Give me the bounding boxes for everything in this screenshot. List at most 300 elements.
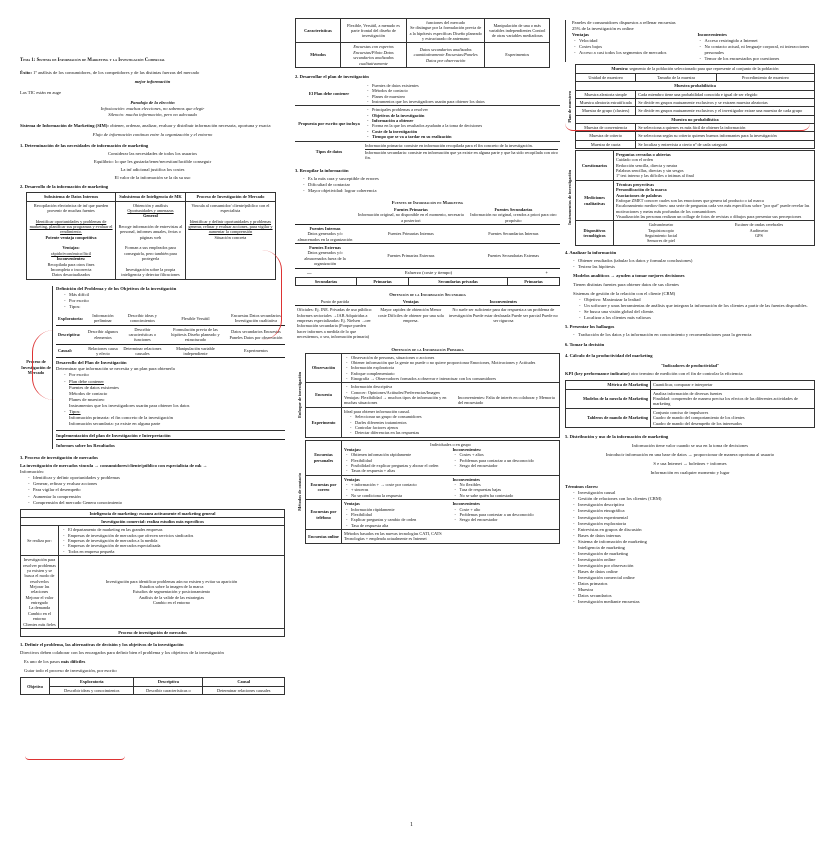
page-title: Tema 1: Sistema de Información de Marketing y la Investigación Comercial xyxy=(20,58,166,63)
c3-pan1: Paneles de consumidores dispuestos a rellenar encuestas xyxy=(572,20,676,25)
inv1e: Cambio en el entorno xyxy=(28,610,51,622)
enfoque-table xyxy=(305,353,560,438)
c2-s2-heading: 2. Desarrollar el plan de investigación xyxy=(295,73,369,79)
term-item: - Investigación etnográfica xyxy=(573,508,815,514)
t2-c1d: Ventajas: xyxy=(62,245,80,251)
tic-line: Las TIC están en auge xyxy=(20,89,61,95)
ep-0: Individuales o en grupo xyxy=(430,441,471,447)
prop-1: - Principales problemas a resolver xyxy=(367,107,558,112)
objetivo-table xyxy=(20,677,285,695)
esf-label: Esfuerzo (coste y tiempo) xyxy=(404,269,453,275)
c2-plan-1: - Fuentes de datos existentes xyxy=(367,83,558,88)
plan-10: Información secundaria: ya existe en alguna parte xyxy=(69,420,161,426)
ec-i1: - No flexibles xyxy=(455,482,558,487)
s3-l2: - Generar, refinar y evaluar acciones xyxy=(28,481,285,487)
mnp: Muestra no probabilística xyxy=(576,115,815,123)
plan-2: - Por escrito xyxy=(64,372,285,378)
cau-v1: Relaciones causa y efecto xyxy=(88,345,118,356)
prop-label: Propuesta por escrito que incluya xyxy=(295,106,363,141)
kpi-table xyxy=(565,380,815,428)
s1-c: La inf adicional justifica los costes xyxy=(120,167,185,173)
esf-plus: + xyxy=(545,269,548,275)
t2-c1g: Recopilada para otros fines xyxy=(47,261,95,267)
mcu-d: Se localiza y entrevista a cierto nº de cada categoría xyxy=(636,140,815,148)
tm-d1: Conjunto conciso de impulsores xyxy=(653,409,709,415)
esf-sec: Secundarias xyxy=(296,277,357,285)
s3-l5: - Comprensión del mercado Genera conocimiento xyxy=(28,500,285,506)
inv2d: Análisis de la valide de las estrategias xyxy=(138,594,205,600)
obj-h1: Exploratoria xyxy=(50,678,134,686)
dist-1: Información tiene valor cuando se usa en la toma de decisiones xyxy=(631,442,749,448)
th-proceso: Proceso de Investigación de Mercado xyxy=(185,193,275,201)
quien-4: - Empresas de investigación de mercados especializada xyxy=(63,543,282,548)
proceso-label: Proceso de Investigación de Mercado xyxy=(21,358,51,376)
disp-2: Taquistoscopio xyxy=(648,227,674,233)
mp: Muestra probabilística xyxy=(576,82,815,90)
t2-c2f: Investigación sobre la propia inteligencia y detectar filtraciones xyxy=(121,266,180,278)
eo-2: Tecnologías + empleada actualmente es Internet xyxy=(344,536,427,542)
mm-l: Modelos de la mezcla de Marketing xyxy=(566,389,651,408)
prop-3: - Información a obtener xyxy=(367,118,558,123)
fuentes-table xyxy=(295,206,560,269)
cau-v2: Determinar relaciones causales xyxy=(123,345,162,356)
t2-c3c: Situación concreta xyxy=(214,234,247,240)
obj-h3: Causal xyxy=(203,678,285,686)
enc-4: Inconvenientes: Falta de interés en colaborar y Memoria del encuestado xyxy=(457,395,555,406)
th-datos: Subsistema de Datos Internos xyxy=(27,193,116,201)
t2-c1a: Recopilación electrónica de inf que pueden provenir de muchas fuentes xyxy=(33,202,109,213)
pm-d: Cuantificar, comparar e interpretar xyxy=(651,381,815,389)
c2-s3b: - Dificultad de contactar xyxy=(303,182,560,188)
eo-label: Encuestas online xyxy=(306,530,342,544)
fuentes-title: Fuentes de Información en Marketing xyxy=(391,199,464,205)
investigacion-table xyxy=(20,509,285,638)
plan-3: - Plan debe contener xyxy=(64,379,285,385)
des-v3: Formulación previa de las hipótesis Diseño planeado y estructurado xyxy=(171,326,220,343)
ep-i2: - Problemas para contactar a un desconocido xyxy=(455,458,558,463)
cau-v3: Manipulación variable independiente xyxy=(176,345,215,356)
exp-3: - Darles diferentes tratamientos xyxy=(350,420,557,425)
disp-4: Sensores de piel xyxy=(647,238,675,244)
plan-label: El Plan debe contener xyxy=(295,82,363,106)
pm-b3: - Tipos: xyxy=(64,304,285,310)
crm-1: - Objetivo: Maximizar la lealtad xyxy=(579,297,815,303)
car-2b: Se distingue por la formulación previa de a la hipótesis específicas Diseño planeado y estructurado de antemano xyxy=(409,25,482,42)
term-item: - Datos secundarios xyxy=(573,593,815,599)
column-3: Paneles de consumidores dispuestos a rellenar encuestas 25% de la investigación es online Ventajas - Velocidad - Costes bajos - Acceso a casi todos los segmentos de mercados Inconvenientes - Acceso restringido a Internet - No contacto actual, ni lenguaje corporal, ni interacciones personales - Temor de los encuestados por cuestiones Plan de muestreo Muestra: segmento de la población seleccionado para que represente al conjunto de la población Unidad de muestreo Tamaño de la muestra Procedimiento de muestreo Muestra probabilística Muestra aleatoria simple Cada miembro tiene una probabilidad conocida e igual de ser elegido Muestra aleatoria estratificada Se divide en grupos mutuamente exclusivos y se extraen muestra aleatorias Muestra de grupo (clusters) Se divide en grupos mutuamente exclusivos y el investigador extrae una muestra de cada grupo Muestra no probabilística Muestra de conveniencia Se selecciona a quienes es más fácil de obtener la información Muestra de criterio Se selecciona según su criterio quienes buenos informantes para la investigación Muestra de cuota Se localiza y entrevista a cierto nº de cada categoría Instrumentos de investigación Cuestionarios Preguntas cerradas o abiertas Cuidado con el orden Redacción sencilla, directa y neutra Palabras sencillas, directas y sin sesgos 1º test interno y las difíciles o íntimas al final Mediciones cualitativas Técnicas proyectivas Personificación de la marca Asociaciones de palabras Enfoque ZMET conocer cuales son las emociones que genera tal producto o tal marca Escalonamiento medios-fines: una serie de preguntas cada vez más específicas sobre "por qué" puede revelar las motivaciones y metas más profundas de los consumidores Visualización las personas realizan un collage de fotos de revistas o dibujos para presentar sus percepciones Dispositivos tecnológicos Galvanómetro Taquistoscopio Seguimiento facial Sensores de piel Escáner de ondas cerebrales Audímetro GPS 4. Analizar la información - Obtener resultados (tabular los datos y formular conclusiones) - Testear las hipótesis Modelos analíticos → ayuden a tomar mejores decisiones Tienen distintas fuentes para obtener datos de sus clientes Sistemas de gestión de la relación con el cliente (CRM) - Objetivo: Maximizar la lealtad - Un software y unas herramientas de análisis que integran la información de los clientes a partir de las fuentes disponibles. - Se busca una visión global del cliente. - Localizar a los clientes más valiosos 5. Presentar los hallazgos - Traducción de los datos y la información en conocimiento y recomendaciones para la gerencia 6. Tomar la decisión 4. Cálculo de la productividad del marketing "Indicadores de productividad" KPI (key performance indicator) otro termino de medición con el fin de controlar la eficiencia Métrica de Marketing Cuantificar, comparar e interpretar Modelos de la mezcla de Marketing Analiza información de diversas fuentes Finalidad: comprender de manera precisa los efectos de las diferentes actividades de marketing Tableros de mando de Marketing Conjunto conciso de impulsores Cuadro de mando del comportamiento de los clientes Cuadro de mando del desempeño de los interesados 5. Distribución y uso de la información de marketing Información tiene valor cuando se usa en la toma de decisiones Introducir información en una base de datos → proporcionar de manera oportuna al usuario S e usa Internet → boletines + informes Información en cualquier momento y lugar Términos claves: - Investigación causal - Gestión de relaciones con los clientes (CRM) - Investigación descriptiva - Investigación etnográfica - Investigación experimental - Investigación exploratoria - Entrevistas en grupos de discusión - Bases de datos internas - Sistema de información de marketing - Inteligencia de marketing - Investigación de marketing - Investigación online - Investigación por observación - Bases de datos online - Investigación comercial online - Datos primarios - Muestra - Datos secundarios - Investigación mediante encuestas xyxy=(565,20,815,605)
esf-sp: Secundarias privadas xyxy=(409,277,508,285)
cuest-1: Preguntas cerradas o abiertas xyxy=(616,152,671,158)
s3-1c: Guiar todo el proceso de investigación, por escrito xyxy=(24,668,117,674)
mae-l: Muestra aleatoria estratificada xyxy=(576,98,636,106)
mcr-l: Muestra de criterio xyxy=(576,132,636,140)
tipos-2: Información secundaria: consiste en información que ya existe en alguna parte y que ha sido recopilada con otro fin. xyxy=(365,149,558,161)
mag-d: Se divide en grupos mutuamente exclusivos y el investigador extrae una muestra de cada grupo xyxy=(636,107,815,115)
inv1b: Mejorar las relaciones xyxy=(29,583,50,595)
c3-s5a: - Traducción de los datos y la información en conocimiento y recomendaciones para la gerencia xyxy=(573,332,815,338)
car-2a: funciones del mercado xyxy=(426,20,466,25)
car-1: Flexible, Versátil, a menudo es parte frontal del diseño de investigación xyxy=(341,19,407,43)
med-2: Personificación de la marca xyxy=(616,187,667,193)
mas-l: Muestra aleatoria simple xyxy=(576,90,636,98)
obs-1: - Observación de personas, situaciones o acciones xyxy=(346,355,557,360)
met-3: Experimentos xyxy=(485,43,550,67)
impl: Implementación del plan de Investigación e Interpretación xyxy=(56,430,285,440)
prop-4: - Forma en la que los resultados ayudarán a la toma de decisiones xyxy=(367,123,558,128)
inv2e: Cambio en el entorno xyxy=(152,600,191,606)
inv1f: Clientes más fieles xyxy=(23,621,56,627)
obt-pri-title: Obtención de la Información Primaria xyxy=(391,346,464,352)
exp-2: - Seleccionar un grupo de consumidores xyxy=(350,414,557,419)
enc-3: Ventajas: Flexibilidad → muchos tipos de información y en muchas situaciones xyxy=(344,395,447,406)
t2-c2b: Oportunidades y amenazas xyxy=(127,207,174,213)
ec-label: Encuestas por correo xyxy=(306,475,342,499)
c3-s6-heading: 6. Tomar la decisión xyxy=(565,341,605,347)
et-v: Ventajas xyxy=(344,501,360,507)
silencio: Silencio: mucha información, pero no adecuada xyxy=(108,112,197,118)
red-curve-1 xyxy=(262,250,282,340)
s1-d: El valor de la información se la da su uso xyxy=(114,175,191,181)
crm-4: - Localizar a los clientes más valiosos xyxy=(579,315,815,321)
os-c3: No suele ser suficiente para dar respuesta a un problema de investigación Puede estar desfasada Puede ser parcial Puede no ser rigurosa xyxy=(448,307,558,324)
med-3: Asociaciones de palabras xyxy=(616,192,662,198)
muestreo-table xyxy=(575,64,815,149)
ep-v2: - Flexibilidad xyxy=(346,458,449,463)
fi: Fuentes Internas xyxy=(309,226,341,231)
quien-3: - Empresas de investigación de mercados a la medida xyxy=(63,538,282,543)
red-underline-2 xyxy=(565,123,810,131)
c3-dist-heading: 5. Distribución y uso de la información de marketing xyxy=(565,433,669,439)
des-label: Descriptiva: xyxy=(58,331,81,337)
mas-d: Cada miembro tiene una probabilidad conocida e igual de ser elegido xyxy=(636,90,815,98)
fp: Fuentes Primarias xyxy=(393,206,428,212)
os-h1: Punto de partida xyxy=(320,299,350,304)
muestra-text: segmento de la población seleccionado para que represente al conjunto de la población xyxy=(629,66,779,72)
et-i1: - Coste + alto xyxy=(455,507,558,512)
th-inteligencia: Subsistema de Inteligencia de MK xyxy=(116,193,186,201)
obj-v2: Describir características o xyxy=(134,686,203,694)
im-h1: Inteligencia de marketing: escanea activamente el marketing general xyxy=(21,509,285,517)
muestreo-block xyxy=(565,64,815,149)
s3-l1: - Identificar y definir oportunidades y problemas xyxy=(28,475,285,481)
disp-6: Audímetro xyxy=(749,227,769,233)
inv2b: Estudios sobre la imagen de la marca xyxy=(139,583,204,589)
esfuerzo-row xyxy=(295,269,560,277)
mm-d2: Finalidad: comprender de manera precisa los efectos de las diferentes actividades de marketing xyxy=(653,396,798,407)
inv2c: Estudios de segmentación y posicionamiento xyxy=(132,589,211,595)
et-i3: - Sesgo del encuestador xyxy=(455,517,558,522)
exp-v2: Describir ideas y conocimientos xyxy=(127,312,157,324)
fs-d: Información no original, creados a priori para otro propósito xyxy=(470,212,557,223)
c3-s4-heading: 4. Analizar la información xyxy=(565,249,617,255)
term-item: - Datos primarios xyxy=(573,581,815,587)
c3-v1: - Velocidad xyxy=(574,38,690,44)
prop-5: - Coste de la investigación xyxy=(367,129,558,134)
instrumentos-table xyxy=(575,150,815,246)
c3-v3: - Acceso a casi todos los segmentos de mercados xyxy=(574,50,690,56)
inv2: Investigación para identificar problemas aún no existen y evitar su aparición xyxy=(105,578,238,584)
term-item: - Investigación experimental xyxy=(573,515,815,521)
med-l: Mediciones cualitativas xyxy=(576,180,614,221)
term-item: - Investigación por observación xyxy=(573,563,815,569)
car-label: Características xyxy=(296,19,341,43)
ep-v3: - Posibilidad de explicar preguntas y aborar el orden xyxy=(346,463,449,468)
pm: Procedimiento de muestreo xyxy=(716,73,814,81)
ec-v1: - + información + → coste por contacto xyxy=(346,482,449,487)
mc-d: Se selecciona a quienes es más fácil de obtener la información xyxy=(636,123,815,131)
obj-label: Objetivo xyxy=(21,678,50,695)
section-3-heading: 3. Proceso de investigación de mercados xyxy=(20,455,98,461)
ec-v2: - + sinceras xyxy=(346,487,449,492)
obt-sec-title: Obtención de la Información Secundaria xyxy=(389,291,466,297)
plan-8: - Tipos: xyxy=(64,409,285,415)
fip: Fuentes Primarias Internas xyxy=(387,231,434,237)
pm-b2: - Por escrito xyxy=(64,298,285,304)
term-item: - Muestra xyxy=(573,587,815,593)
os-c1: Oficiales: Ej. INE. Privadas de uso público: Informes sectoriales →IAB Adquiridas a empresas especializadas: Ej. Nielsen →oer Información secundaria (Porque pueden hacer informes a medida de lo que necesitemos, o sea, información primaria) xyxy=(297,307,373,340)
metodos-block xyxy=(295,440,560,544)
c3-s4d: Tienen distintas fuentes para obtener datos de sus clientes xyxy=(573,282,679,288)
c2-s3c: - Mayor objetividad: lograr coherencia xyxy=(303,188,560,194)
ec-v3: - No se condiciona la respuesta xyxy=(346,493,449,498)
ep-i3: - Sesgo del encuestador xyxy=(455,463,558,468)
cau-label: Causal: xyxy=(58,348,73,354)
cuest-4: Palabras sencillas, directas y sin sesgos xyxy=(616,168,684,174)
obs-2: - Obtener información que la gente no puede o no quiere proporcionar Emociones, Motivaciones y Actitudes xyxy=(346,360,557,365)
des-v4: Datos secundarios Encuestas Paneles Datos por observación xyxy=(229,329,283,340)
ec-i: Inconvenientes xyxy=(452,476,480,482)
tm-l: Tableros de mando de Marketing xyxy=(566,408,651,427)
tm-d2: Cuadro de mando del comportamiento de los clientes xyxy=(653,415,745,421)
obs-5: - Etnografía → Observadores formados a observar e interactuar con los consumidores xyxy=(346,376,557,381)
cau-v4: Experimentos xyxy=(244,348,268,354)
obs-label: Observación xyxy=(306,353,342,383)
tm: Tamaño de la muestra xyxy=(636,73,717,81)
exp-4: - Controlar factores ajenos xyxy=(350,425,557,430)
ec-v: Ventajas xyxy=(344,476,360,482)
exito-text: 1º análisis de los consumidores, de los competidores y de las distintas fuerzas del mercado xyxy=(33,70,200,76)
term-item: - Investigación de marketing xyxy=(573,551,815,557)
c3-s4a: - Obtener resultados (tabular los datos y formular conclusiones) xyxy=(573,258,815,264)
s1-b: Equilibrio: lo que les gustaría/tener/necesitan/factible conseguir xyxy=(93,158,212,164)
instrumentos-label: Instrumentos de investigación xyxy=(567,170,573,226)
term-item: - Investigación online xyxy=(573,557,815,563)
mc-l: Muestra de conveniencia xyxy=(576,123,636,131)
t2-c2a: Obtención y análisis xyxy=(132,202,169,208)
c3-i1: - Acceso restringido a Internet xyxy=(700,38,816,44)
enc-1: - Información descriptiva xyxy=(346,384,557,389)
enc-2: - Conocer: Opiniones/Actitudes/Preferencias/Imagen xyxy=(346,390,557,395)
c3-i3: - Temor de los encuestados por cuestiones xyxy=(700,56,816,62)
plan-1: Determinar que información se necesita y un plan para obtenerla xyxy=(56,366,175,372)
term-item: - Investigación mediante encuestas xyxy=(573,599,815,605)
disp-1: Galvanómetro xyxy=(648,222,674,228)
esf-pri: Primarias xyxy=(357,277,409,285)
tipos-1: Información primaria: consiste en información recopilada para el fin concreto de la investigación. xyxy=(365,142,533,148)
et-v4: - Tasa de respuesta alta xyxy=(346,523,449,528)
fep: Fuentes Primarias Externas xyxy=(387,253,435,259)
fp-d: Información original, no disponible en el momento, necesaria a posteriori xyxy=(357,212,464,223)
s3-b: Información: xyxy=(20,469,44,475)
c3-v2: - Costes bajos xyxy=(574,44,690,50)
term-item: - Investigación causal xyxy=(573,490,815,496)
ep-i: Inconvenientes: xyxy=(452,446,482,452)
tipos-table xyxy=(56,312,285,359)
metodos-label: Métodos de contacto xyxy=(297,472,303,511)
et-label: Encuestas por teléfono xyxy=(306,500,342,530)
pm-l: Métrica de Marketing xyxy=(566,381,651,389)
pm-def: Definición del Problema y de los Objetivos de la investigación xyxy=(56,285,177,291)
exp-v4: Encuestas Datos secundarios Investigación cualitativa xyxy=(231,312,281,324)
infoxicacion: Infoxicación: muchas elecciones, no sabemos que elegir xyxy=(100,106,205,112)
mae-d: Se divide en grupos mutuamente exclusivos y se extraen muestra aleatorias xyxy=(636,98,815,106)
c3-i2: - No contacto actual, ni lenguaje corporal, ni interacciones personales xyxy=(700,44,816,56)
esf-prim: Primarias xyxy=(507,277,559,285)
c2-s3-heading: 3. Recopilar la información xyxy=(295,167,349,173)
exp-1: Ideal para obtener información causal. xyxy=(344,408,410,414)
s3-l3: - Para vigilar el desempeño xyxy=(28,487,285,493)
disp-3: Seguimiento facial xyxy=(644,233,678,239)
obj-v3: Determinar relaciones causales xyxy=(203,686,285,694)
enc-label: Encuesta xyxy=(306,383,342,407)
quien-2: - Empresas de investigación de mercados que ofrecen servicios sindicados xyxy=(63,533,282,538)
c2-plan-4: - Instrumentos que los investigadores usarán para obtener los datos xyxy=(367,99,558,104)
term-item: - Sistema de información de marketing xyxy=(573,539,815,545)
tm-d3: Cuadro de mando del desempeño de los interesados xyxy=(653,420,742,426)
med-1: Técnicas proyectivas xyxy=(616,181,654,187)
cuest-3: Redacción sencilla, directa y neutra xyxy=(616,162,678,168)
cuest-5: 1º test interno y las difíciles o íntimas al final xyxy=(616,173,694,179)
column-2 xyxy=(295,18,560,544)
um: Unidad de muestreo xyxy=(576,73,636,81)
exp-label: Exploratoria: xyxy=(58,315,84,321)
plan-table xyxy=(295,82,560,162)
sim-flujo: Flujo de información continuo entre la organización y el entorno xyxy=(92,131,213,137)
quien-label: Se realiza por: xyxy=(21,526,59,556)
t2-c2d: Recoge información de entrevistas al personal, informes anuales, ferias o páginas web xyxy=(118,224,183,240)
fis: Fuentes Secundarias Internas xyxy=(488,231,539,237)
c3-s5-heading: 5. Presentar los hallazgos xyxy=(565,324,615,330)
obj-h2: Descriptiva xyxy=(134,678,203,686)
quien-1: - El departamento de marketing en las grandes empresas xyxy=(63,527,282,532)
page-number: 1 xyxy=(410,822,413,828)
fe: Fuentes Externas xyxy=(309,245,341,251)
muestra-label: Muestra: xyxy=(611,66,629,72)
car-3: Manipulación de una o más variables independientes Control de otras variables mediadoras xyxy=(485,19,550,43)
indicadores: "Indicadores de productividad" xyxy=(660,362,720,368)
fi-d: Datos generados y/o almacenados en la organización xyxy=(297,231,353,242)
s1-a: Considerar las necesidades de todos los usuarios xyxy=(107,150,198,156)
et-v1: - Información rápidamente xyxy=(346,507,449,512)
t2-c3b: Identificar y definir oportunidades y problemas generar, refinar y evaluar acciones, para vigilar y aumentar la comprensión xyxy=(188,218,273,235)
ep-v1: - Obtienen información rápidamente xyxy=(346,452,449,457)
enfoque-block xyxy=(295,353,560,438)
quien-5: - Todos en empresa pequeña xyxy=(63,549,282,554)
os-c2: Mayor rapidez de obtención Menor coste Difíciles de obtener por una sola empresa. xyxy=(377,307,444,324)
term-item: - Entrevistas en grupos de discusión xyxy=(573,527,815,533)
et-v3: - Explicar preguntas y cambio de orden xyxy=(346,517,449,522)
term-item: - Investigación comercial online xyxy=(573,575,815,581)
pm-b1: - Más difícil xyxy=(64,292,285,298)
c3-s4b: - Testear las hipótesis xyxy=(573,264,815,270)
med-6: Visualización las personas realizan un collage de fotos de revistas o dibujos para presentar sus percepciones xyxy=(616,213,802,219)
mcu-l: Muestra de cuota xyxy=(576,140,636,148)
obt-sec-table xyxy=(295,298,560,341)
proc-label: Proceso de investigación de mercados xyxy=(21,628,285,636)
terms-list xyxy=(565,490,815,605)
met-label: Métodos xyxy=(296,43,341,67)
sim-label: Sistema de Información de Marketing (SIM): xyxy=(20,123,109,129)
cuest-2: Cuidado con el orden xyxy=(616,157,653,163)
inv1c: Mejorar el valor entregado xyxy=(25,594,54,606)
red-underline-1 xyxy=(25,756,125,760)
section-2-heading: 2. Desarrollo de la información de marketing xyxy=(20,184,109,190)
crm-3: - Se busca una visión global del cliente. xyxy=(579,309,815,315)
os-h3: Inconvenientes xyxy=(489,299,518,304)
met-2: Datos secundarios analizados cuantitativamente Encuestas/Paneles Datos por observación xyxy=(406,43,484,67)
plan-muestreo-label: Plan de muestreo xyxy=(567,90,573,123)
esf-minus: — xyxy=(307,269,312,275)
med-4: Enfoque ZMET conocer cuales son las emociones que genera tal producto o tal marca xyxy=(616,197,764,203)
subsystems-table xyxy=(26,192,276,279)
plan-5: Métodos de contacto xyxy=(69,390,108,396)
section-1-heading: 1. Determinación de las necesidades de información de marketing xyxy=(20,142,149,148)
car-met-table xyxy=(295,18,550,68)
t2-c2e: Forman a sus empleados para conseguirla, pero también para protegerla xyxy=(123,245,177,262)
metodos-table xyxy=(305,440,560,544)
dist-4: Información en cualquier momento y lugar xyxy=(650,470,730,476)
term-item: - Gestión de relaciones con los clientes (CRM) xyxy=(573,496,815,502)
t2-c1b: Identificar oportunidades y problemas de marketing, planificar sus programas y evaluar el rendimiento. xyxy=(29,218,113,235)
et-v2: - Flexibilidad xyxy=(346,512,449,517)
column-1: Tema 1: Sistema de Información de Marketing y la Investigación Comercial Éxito: 1º análisis de los consumidores, de los competidores y de las distintas fuerzas del mercado mejor información Las TIC están en auge Paradoja de la elección Infoxicación: muchas elecciones, no sabemos que elegir Silencio: mucha información, pero no adecuada Sistema de Información de Marketing (SIM): obtener, ordenar, analizar, evaluar y distribuir información necesaria, oportuna y exacta Flujo de información continuo entre la organización y el entorno 1. Determinación de las necesidades de información de marketing Considerar las necesidades de todos los usuarios Equilibrio: lo que les gustaría/tener/necesitan/factible conseguir La inf adicional justifica los costes El valor de la información se la da su uso 2. Desarrollo de la información de marketing Subsistema de Datos Internos Subsistema de Inteligencia de MK Proceso de Investigación de Mercado Recopilación electrónica de inf que pueden provenir de muchas fuentes Identificar oportunidades y problemas de marketing, planificar sus programas y evaluar el rendimiento. Potente ventaja competitiva Ventajas: rápido/económico/fácil Inconvenientes: Recopilada para otros fines Incompleta o incorrecta Datos desactualizados Obtención y análisis Oportunidades y amenazas General Recoge información de entrevistas al personal, informes anuales, ferias o páginas web Forman a sus empleados para conseguirla, pero también para protegerla Investigación sobre la propia inteligencia y detectar filtraciones Vincula al consumidor/ cliente/público con el especialista Identificar y definir oportunidades y problemas generar, refinar y evaluar acciones, para vigilar y aumentar la comprensión Situación concreta Proceso de Investigación de Mercado Definición del Problema y de los Objetivos de la investigación - Más difícil - Por escrito - Tipos: Exploratoria: Información preliminar Describir ideas y conocimientos Flexible Versátil Encuestas Datos secundarios Investigación cualitativa Descriptiva: Describir algunos elementos Describir características o funciones Formulación previa de las hipótesis Diseño planeado y estructurado Datos secundarios Encuestas Paneles Datos por observación Causal: Relaciones causa y efecto Determinar relaciones causales Manipulación variable independiente Experimentos Desarrollo del Plan de Investigación Determinar que información se necesita y un plan para obtenerla - Por escrito - Plan debe contener Fuentes de datos existentes Métodos de contacto Planes de muestreo Instrumentos que los investigadores usarán para obtener los datos - Tipos: Información primaria: el fin concreto de la investigación Información secundaria: ya existe en alguna parte Implementación del plan de Investigación e Interpretación Informes sobre los Resultados 3. Proceso de investigación de mercados La investigación de mercados vincula → consumidores/cliente/público con especialista de mk → Información: - Identificar y definir oportunidades y problemas - Generar, refinar y evaluar acciones - Para vigilar el desempeño - Aumentar la comprensión - Comprensión del mercado Genera conocimiento Inteligencia de marketing: escanea activamente el marketing general Investigación comercial: realiza estudios más específicos Se realiza por: - El departamento de marketing en las grandes empresas - Empresas de investigación de mercados que ofrecen servicios sindicados - Empresas de investigación de mercados a la medida - Empresas de investigación de mercados especializada - Todos en empresa pequeña Investigación para resolver problemas ya existen y se busca el modo de resolverlos Mejorar las relaciones Mejorar el valor entregado La demanda Cambio en el entorno Clientes más fieles Investigación para identificar problemas aún no existen y evitar su aparición Estudios sobre la imagen de la marca Estudios de segmentación y posicionamiento Análisis de la valide de las estrategias Cambio en el entorno Proceso de investigación de mercados 1. Definir el problema, las alternativas de decisión y los objetivos de la investigación Directivos deben colaborar con los encargados para definir bien el problema y los objetivos de la investigación Es uno de los pasos más difíciles Guiar todo el proceso de investigación, por escrito Objetivo Exploratoria Descriptiva Causal Describir ideas y conocimientos Describir características o Determinar relaciones causales xyxy=(20,58,285,695)
prop-6: - Tiempo que se va a tardar en su realización xyxy=(367,134,558,139)
des-v1: Describir algunos elementos xyxy=(87,329,119,340)
t2-c1h: Incompleta o incorrecta xyxy=(50,266,92,272)
et-i: Inconvenientes xyxy=(452,501,480,507)
mag-l: Muestra de grupo (clusters) xyxy=(576,107,636,115)
ec-i3: - No se sabe quién ha contestado xyxy=(455,493,558,498)
cuest-l: Cuestionarios xyxy=(576,151,614,181)
obs-3: - Información exploratoria xyxy=(346,365,557,370)
ep-label: Encuestas personales xyxy=(306,440,342,475)
obs-4: - Enfoque complementario xyxy=(346,371,557,376)
ec-i2: - Tasa de respuestas bajas xyxy=(455,487,558,492)
c2-s3a: - Es la más cara y susceptible de errores xyxy=(303,176,560,182)
plan-9: Información primaria: el fin concreto de la investigación xyxy=(69,414,173,420)
dist-2: Introducir información en una base de datos → proporcionar de manera oportuna al usuario xyxy=(605,452,775,458)
s3-a: La investigación de mercados vincula → consumidores/cliente/público con especialista de mk → xyxy=(20,463,208,469)
plan-7: Instrumentos que los investigadores usarán para obtener los datos xyxy=(69,402,190,408)
esfuerzo-table xyxy=(295,277,560,286)
ep-i1: - Costes + altos xyxy=(455,452,558,457)
plan-4: Fuentes de datos existentes xyxy=(69,384,119,390)
sim-text: obtener, ordenar, analizar, evaluar y distribuir información necesaria, oportuna y exacta xyxy=(110,123,271,129)
disp-l: Dispositivos tecnológicos xyxy=(576,221,614,245)
term-item: - Bases de datos internas xyxy=(573,533,815,539)
fes: Fuentes Secundarias Externas xyxy=(487,253,540,259)
exp-v1: Información preliminar xyxy=(92,312,114,324)
obj-v1: Describir ideas y conocimientos xyxy=(50,686,134,694)
mm-d1: Analiza información de diversas fuentes xyxy=(653,390,723,396)
fe-d: Datos generados y/o almacenados fuera de la organización xyxy=(304,250,346,267)
t2-c3a: Vincula al consumidor/ cliente/público con el especialista xyxy=(191,202,270,213)
im-h2: Investigación comercial: realiza estudios más específicos xyxy=(21,518,285,526)
term-item: - Investigación exploratoria xyxy=(573,521,815,527)
c3-v: Ventajas xyxy=(572,32,589,38)
tipos-label: Tipos de datos xyxy=(315,148,343,154)
c2-plan-3: - Planes de muestreo xyxy=(367,94,558,99)
